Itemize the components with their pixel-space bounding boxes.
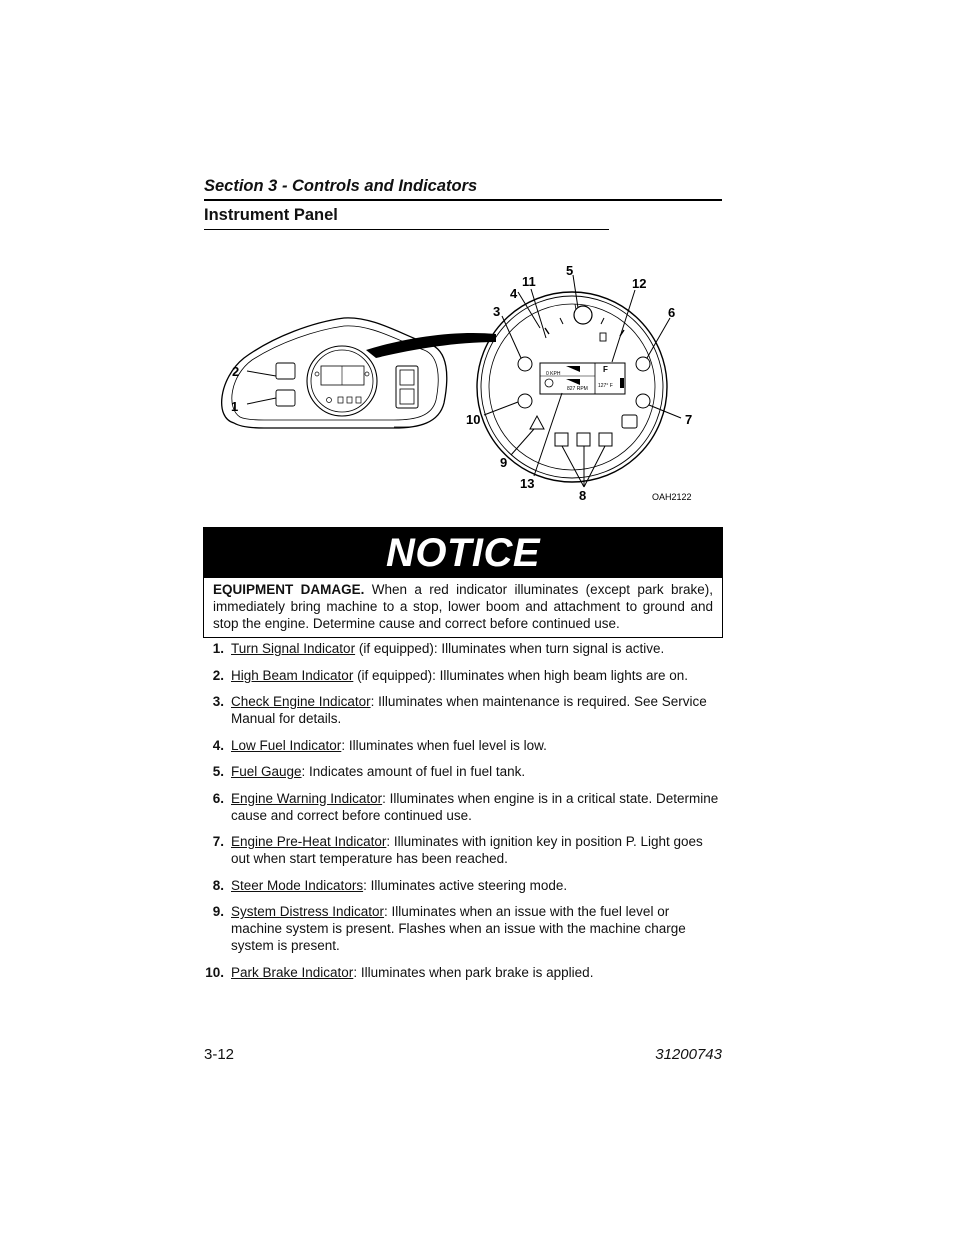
notice-text: When a red indicator illuminates (except park brake), immediately bring machine to a stop, lower boom and attachment to ground and stop the engine. Determine cause and correct before continued use. [213, 582, 713, 631]
list-item [204, 877, 722, 894]
item-term: High Beam Indicator [231, 667, 354, 683]
item-term: Low Fuel Indicator [231, 737, 342, 753]
callout-11: 11 [522, 274, 536, 289]
list-item [204, 640, 722, 657]
document-number: 31200743 [655, 1046, 722, 1063]
item-number: 5. [212, 764, 224, 779]
section-title: Section 3 - Controls and Indicators [204, 177, 722, 201]
item-number: 10. [205, 964, 224, 980]
item-description: (if equipped): Illuminates when high beam lights are on. [353, 667, 689, 683]
item-term: Turn Signal Indicator [231, 641, 356, 656]
item-number: 1. [212, 641, 224, 656]
item-term: Park Brake Indicator [231, 964, 354, 980]
indicator-list [204, 640, 722, 990]
notice-title: NOTICE [204, 528, 722, 578]
callout-5: 5 [566, 263, 574, 278]
list-item [204, 903, 722, 954]
callout-13: 13 [520, 476, 535, 491]
item-number: 2. [212, 667, 224, 683]
item-term: Fuel Gauge [231, 764, 302, 779]
instrument-panel-diagram [204, 258, 722, 510]
item-term: Check Engine Indicator [231, 694, 371, 709]
list-item [204, 693, 722, 727]
item-number: 6. [212, 790, 224, 806]
item-description: : Indicates amount of fuel in fuel tank. [301, 764, 526, 779]
list-item [204, 763, 722, 780]
notice-lead: EQUIPMENT DAMAGE. [213, 582, 365, 597]
notice-body [204, 578, 722, 637]
item-number: 9. [212, 904, 224, 919]
notice-box [203, 527, 723, 638]
item-term: Engine Pre-Heat Indicator [231, 834, 387, 849]
item-description: : Illuminates when engine is in a critical state. Determine cause and correct before continued use. [231, 790, 719, 823]
list-item [204, 667, 722, 684]
callout-6: 6 [668, 305, 676, 320]
temp-readout: 127° F [598, 383, 613, 389]
item-description: : Illuminates when maintenance is required. See Service Manual for details. [231, 694, 707, 726]
callout-9: 9 [500, 455, 508, 470]
callout-8: 8 [579, 488, 587, 503]
page-number: 3-12 [204, 1046, 235, 1063]
item-term: Steer Mode Indicators [231, 877, 364, 893]
item-description: : Illuminates when fuel level is low. [341, 737, 547, 753]
callout-2: 2 [232, 364, 240, 379]
item-description: : Illuminates when park brake is applied. [353, 964, 594, 980]
callout-7: 7 [685, 412, 693, 427]
callout-10: 10 [466, 412, 481, 427]
item-term: System Distress Indicator [231, 904, 385, 919]
list-item [204, 790, 722, 824]
list-item [204, 833, 722, 867]
gear-indicator: F [603, 365, 608, 374]
item-description: : Illuminates when an issue with the fuel level or machine system is present. Flashes when an issue with the machine charge system is present. [231, 904, 686, 953]
callout-4: 4 [510, 286, 518, 301]
item-number: 4. [212, 737, 224, 753]
rpm-readout: 827 RPM [567, 386, 588, 392]
item-description: : Illuminates with ignition key in position P. Light goes out when start temperature has been reached. [231, 834, 703, 866]
subsection-title: Instrument Panel [204, 206, 609, 230]
instrument-panel-figure [204, 258, 722, 510]
item-number: 7. [212, 834, 224, 849]
callout-12: 12 [632, 276, 647, 291]
figure-id: OAH2122 [652, 492, 692, 502]
item-number: 8. [212, 877, 224, 893]
callout-3: 3 [493, 304, 501, 319]
item-number: 3. [212, 694, 224, 709]
item-term: Engine Warning Indicator [231, 790, 383, 806]
callout-1: 1 [231, 399, 239, 414]
item-description: (if equipped): Illuminates when turn signal is active. [355, 641, 665, 656]
list-item [204, 737, 722, 754]
speed-readout: 0 KPH [546, 371, 561, 377]
item-description: : Illuminates active steering mode. [363, 877, 568, 893]
list-item [204, 964, 722, 981]
